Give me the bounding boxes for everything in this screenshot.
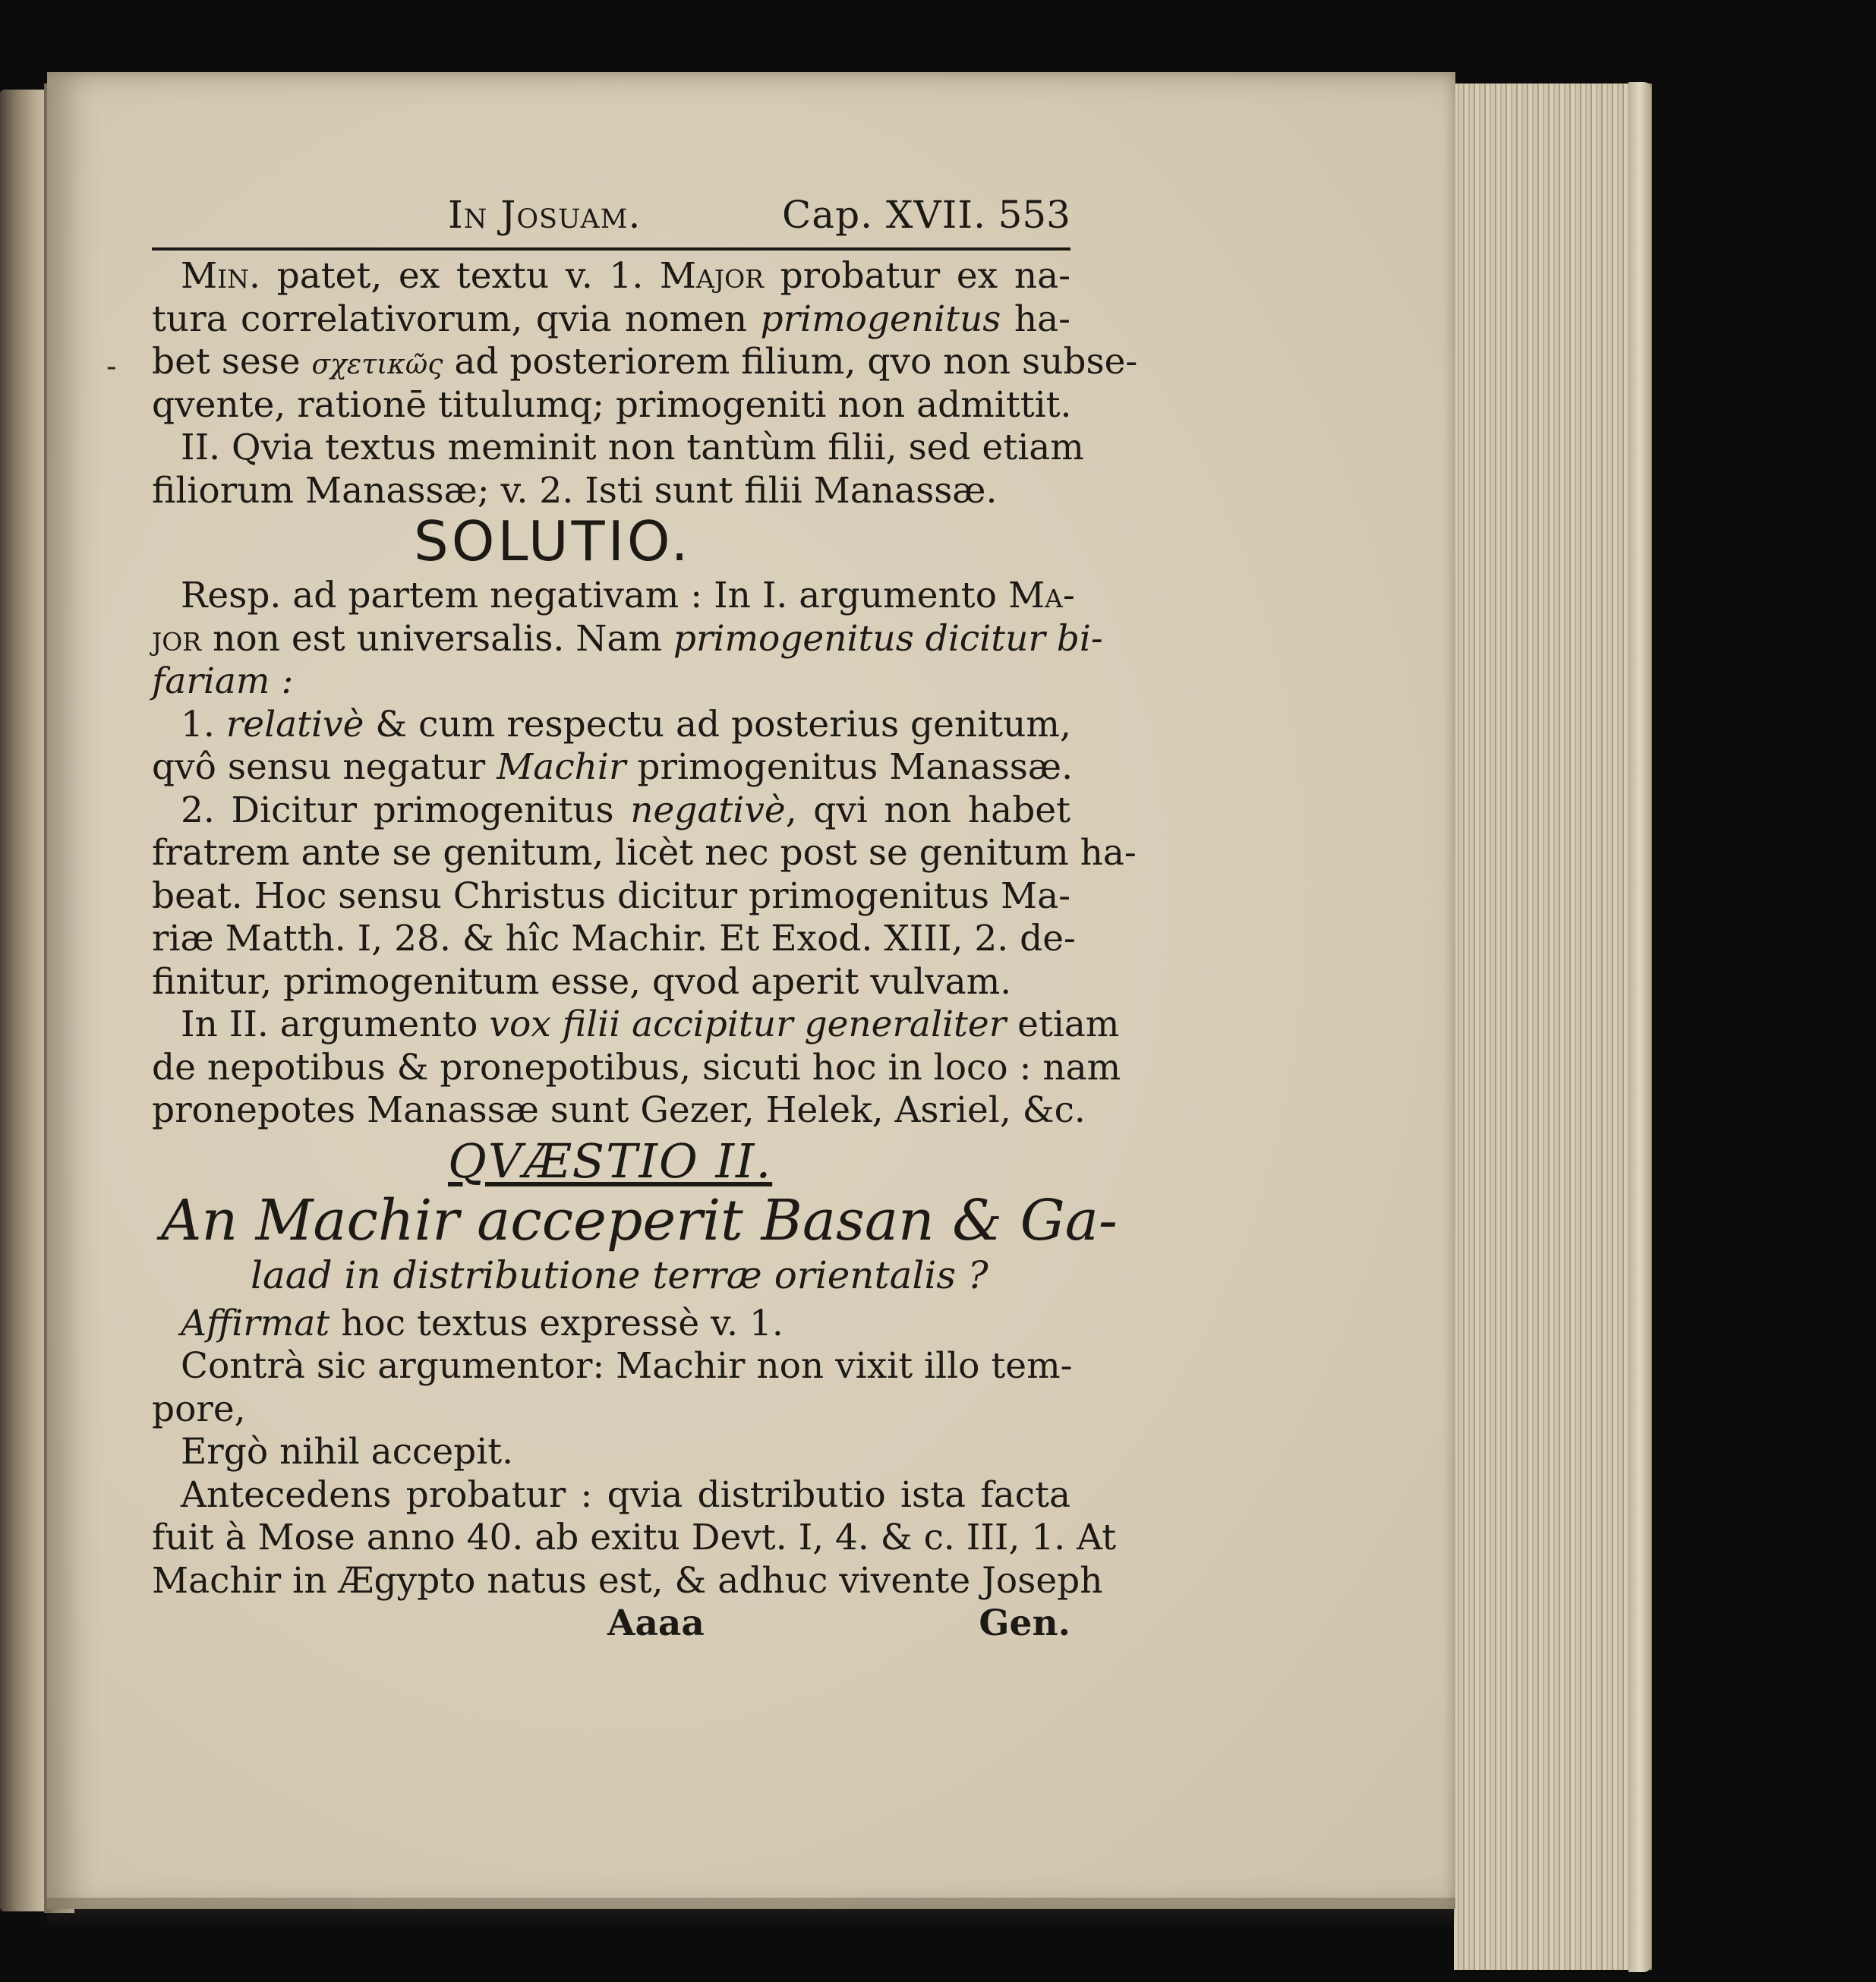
- text-span: ad posteriorem filium, qvo non subse-: [443, 341, 1138, 383]
- section-heading-questio: QVÆSTIO II.: [448, 1133, 773, 1189]
- head-rule: [152, 247, 1070, 251]
- text-line: qvente, rationē titulumq; primogeniti non admittit.: [152, 383, 1072, 426]
- page-number: 553: [998, 193, 1070, 237]
- text-line: finitur, primogenitum esse, qvod aperit vulvam.: [152, 960, 1012, 1003]
- text-line: fuit à Mose anno 40. ab exitu Devt. I, 4. & c. III, 1. At: [152, 1517, 1117, 1558]
- page-shadow: [47, 1898, 1455, 1928]
- text-line: pore,: [152, 1388, 246, 1430]
- text-span: , qvi non habet: [785, 789, 1070, 831]
- text-span: vox filii accipitur generaliter: [489, 1004, 1007, 1045]
- text-line: beat. Hoc sensu Christus dicitur primogenitus Ma-: [152, 874, 1070, 917]
- text-span: relativè: [225, 703, 364, 745]
- margin-dash: -: [106, 349, 117, 384]
- text-span: ha-: [1001, 298, 1070, 340]
- text-span: 1.: [181, 703, 226, 745]
- text-block: [152, 188, 1138, 1645]
- text-span: etiam: [1006, 1004, 1120, 1045]
- text-line: pronepotes Manassæ sunt Gezer, Helek, Asriel, &c.: [152, 1089, 1086, 1131]
- question-title-line-2: laad in distributione terræ orientalis ?: [251, 1253, 988, 1297]
- text-line: [152, 789, 1070, 833]
- cover-edge: [1628, 82, 1651, 1972]
- text-span: Affirmat: [181, 1302, 330, 1344]
- text-line: II. Qvia textus meminit non tantùm filii, sed etiam: [181, 427, 1084, 468]
- text-span: tura correlativorum, qvia nomen: [152, 298, 761, 340]
- text-line: [152, 1004, 1120, 1047]
- text-span: primogenitus: [760, 298, 1001, 340]
- text-span: Resp. ad partem negativam : In I. argumento: [181, 575, 1008, 616]
- text-line: de nepotibus & pronepotibus, sicuti hoc in loco : nam: [152, 1046, 1121, 1089]
- body-text: [152, 255, 1138, 1602]
- catchword: Gen.: [979, 1602, 1070, 1644]
- text-span: Min.: [181, 255, 260, 297]
- text-span: jor: [152, 617, 202, 660]
- text-line: Ergò nihil accepit.: [181, 1431, 514, 1473]
- text-span: patet, ex textu v. 1.: [260, 255, 660, 297]
- page-fore-edge: [1454, 84, 1652, 1970]
- text-line: [152, 617, 1103, 661]
- text-span: Machir: [497, 746, 626, 788]
- signature-mark: Aaaa: [607, 1602, 705, 1644]
- text-span: qvô sensu negatur: [152, 746, 497, 788]
- text-line: [152, 341, 1138, 384]
- text-span: bet sese: [152, 341, 312, 383]
- text-span: hoc textus expressè v. 1.: [329, 1302, 784, 1344]
- text-span: negativè: [630, 789, 786, 831]
- text-span: primogenitus dicitur bi-: [673, 617, 1103, 660]
- text-line: [152, 255, 1070, 298]
- text-line: Antecedens probatur : qvia distributio ista facta: [181, 1473, 1070, 1516]
- text-line: Machir in Ægypto natus est, & adhuc vivente Joseph: [152, 1559, 1103, 1602]
- text-line: filiorum Manassæ; v. 2. Isti sunt filii Manassæ.: [152, 469, 998, 512]
- text-span: Major: [659, 255, 764, 297]
- question-title-line-1: An Machir acceperit Basan & Ga-: [161, 1187, 1118, 1253]
- text-line: riæ Matth. I, 28. & hîc Machir. Et Exod. XIII, 2. de-: [152, 918, 1076, 959]
- text-line: [152, 575, 1075, 618]
- text-line: [152, 704, 1070, 747]
- greek-word: σχετικῶς: [311, 349, 443, 380]
- running-head: [152, 188, 1070, 241]
- text-span: In II. argumento: [181, 1004, 490, 1045]
- left-page-edge: [0, 90, 47, 1911]
- text-line: [152, 746, 1074, 789]
- text-line: fariam :: [152, 660, 294, 702]
- section-heading-solutio: SOLUTIO.: [414, 509, 692, 573]
- text-span: 2. Dicitur primogenitus: [181, 789, 631, 831]
- text-span: primogenitus Manassæ.: [626, 746, 1074, 788]
- text-span: probatur ex na-: [764, 255, 1070, 297]
- text-line: [152, 1303, 1070, 1346]
- text-span: non est universalis. Nam: [201, 617, 673, 660]
- text-span: Ma-: [1007, 575, 1075, 616]
- text-line: Contrà sic argumentor: Machir non vixit illo tem-: [181, 1345, 1073, 1387]
- running-head-chapter: Cap. XVII.: [782, 193, 986, 237]
- text-line: fratrem ante se genitum, licèt nec post se genitum ha-: [152, 832, 1137, 874]
- page-footer: [152, 1602, 1070, 1645]
- text-line: [152, 298, 1070, 342]
- running-head-title: In Josuam.: [448, 193, 642, 237]
- text-span: & cum respectu ad posterius genitum,: [364, 703, 1071, 745]
